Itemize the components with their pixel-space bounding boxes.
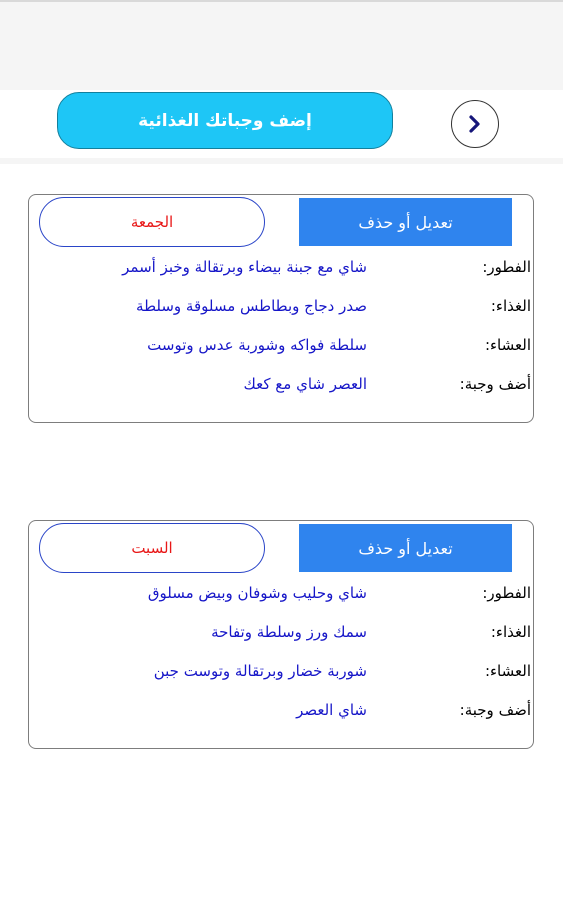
- day-card-friday: [28, 194, 534, 423]
- lunch-value: صدر دجاج وبطاطس مسلوقة وسلطة: [136, 297, 367, 315]
- day-card-saturday: [28, 520, 534, 749]
- extra-meal-value: العصر شاي مع كعك: [243, 375, 367, 393]
- next-button[interactable]: [451, 100, 499, 148]
- dinner-label: العشاء:: [484, 336, 531, 354]
- chevron-right-icon: [467, 115, 483, 133]
- edit-delete-button[interactable]: تعديل أو حذف: [299, 524, 512, 572]
- day-name: السبت: [39, 523, 265, 573]
- extra-meal-value: شاي العصر: [296, 701, 367, 719]
- edit-delete-button[interactable]: تعديل أو حذف: [299, 198, 512, 246]
- breakfast-label: الفطور:: [482, 584, 531, 602]
- breakfast-value: شاي وحليب وشوفان وبيض مسلوق: [147, 584, 367, 602]
- app-header: [0, 2, 563, 90]
- dinner-label: العشاء:: [484, 662, 531, 680]
- toolbar-divider: [0, 158, 563, 164]
- lunch-value: سمك ورز وسلطة وتفاحة: [211, 623, 367, 641]
- add-meals-label: إضف وجباتك الغذائية: [138, 110, 312, 131]
- dinner-value: شوربة خضار وبرتقالة وتوست جبن: [153, 662, 367, 680]
- add-meals-button[interactable]: [57, 92, 393, 149]
- lunch-label: الغذاء:: [490, 297, 531, 315]
- day-name: الجمعة: [39, 197, 265, 247]
- lunch-label: الغذاء:: [490, 623, 531, 641]
- breakfast-value: شاي مع جبنة بيضاء وبرتقالة وخبز أسمر: [122, 258, 367, 276]
- breakfast-label: الفطور:: [482, 258, 531, 276]
- extra-meal-label: أضف وجبة:: [459, 375, 531, 393]
- extra-meal-label: أضف وجبة:: [459, 701, 531, 719]
- dinner-value: سلطة فواكه وشوربة عدس وتوست: [147, 336, 367, 354]
